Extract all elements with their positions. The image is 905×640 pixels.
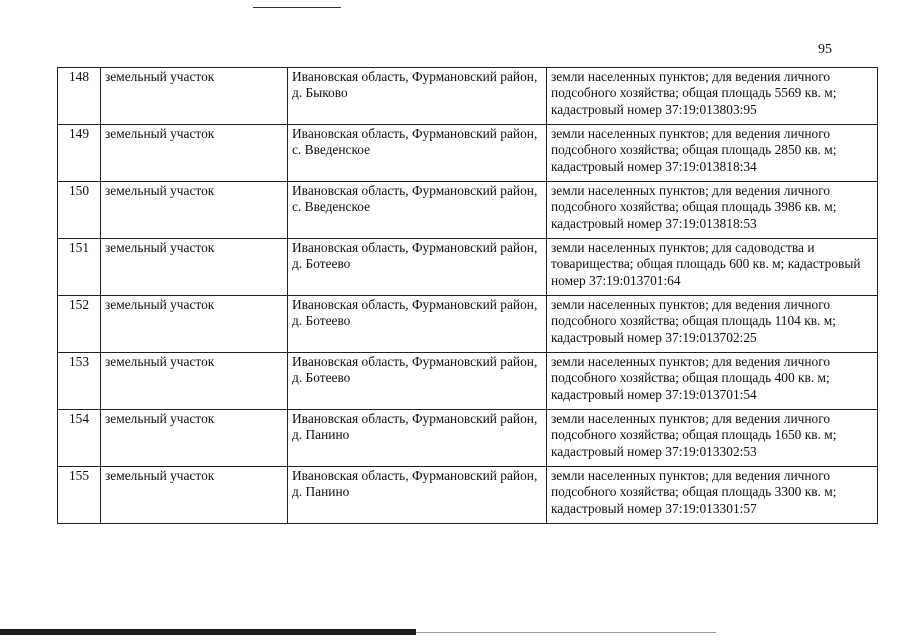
description-cell: земли населенных пунктов; для ведения личного подсобного хозяйства; общая площадь 3300 кв. м; кадастровый номер 37:19:013301:57 [547,467,878,524]
table-row [58,410,878,467]
row-number-cell: 149 [58,125,101,182]
description-cell: земли населенных пунктов; для ведения личного подсобного хозяйства; общая площадь 3986 кв. м; кадастровый номер 37:19:013818:53 [547,182,878,239]
description-cell: земли населенных пунктов; для ведения личного подсобного хозяйства; общая площадь 2850 кв. м; кадастровый номер 37:19:013818:34 [547,125,878,182]
table-row [58,296,878,353]
table-body [58,68,878,524]
table-row [58,68,878,125]
location-cell: Ивановская область, Фурмановский район, д. Быково [288,68,547,125]
description-cell: земли населенных пунктов; для ведения личного подсобного хозяйства; общая площадь 1650 кв. м; кадастровый номер 37:19:013302:53 [547,410,878,467]
object-type-cell: земельный участок [101,182,288,239]
location-cell: Ивановская область, Фурмановский район, с. Введенское [288,125,547,182]
object-type-cell: земельный участок [101,125,288,182]
location-cell: Ивановская область, Фурмановский район, с. Введенское [288,182,547,239]
location-cell: Ивановская область, Фурмановский район, д. Панино [288,467,547,524]
object-type-cell: земельный участок [101,296,288,353]
description-cell: земли населенных пунктов; для ведения личного подсобного хозяйства; общая площадь 5569 кв. м; кадастровый номер 37:19:013803:95 [547,68,878,125]
row-number-cell: 151 [58,239,101,296]
property-table [57,67,878,524]
object-type-cell: земельный участок [101,353,288,410]
description-cell: земли населенных пунктов; для ведения личного подсобного хозяйства; общая площадь 1104 кв. м; кадастровый номер 37:19:013702:25 [547,296,878,353]
location-cell: Ивановская область, Фурмановский район, д. Ботеево [288,296,547,353]
object-type-cell: земельный участок [101,410,288,467]
page-number: 95 [818,42,832,57]
object-type-cell: земельный участок [101,239,288,296]
table-row [58,239,878,296]
row-number-cell: 152 [58,296,101,353]
location-cell: Ивановская область, Фурмановский район, д. Панино [288,410,547,467]
location-cell: Ивановская область, Фурмановский район, д. Ботеево [288,353,547,410]
table-row [58,182,878,239]
location-cell: Ивановская область, Фурмановский район, д. Ботеево [288,239,547,296]
description-cell: земли населенных пунктов; для ведения личного подсобного хозяйства; общая площадь 400 кв. м; кадастровый номер 37:19:013701:54 [547,353,878,410]
object-type-cell: земельный участок [101,467,288,524]
row-number-cell: 153 [58,353,101,410]
row-number-cell: 148 [58,68,101,125]
scan-edge-band [0,629,416,635]
row-number-cell: 155 [58,467,101,524]
header-rule [253,7,341,8]
description-cell: земли населенных пунктов; для садоводства и товарищества; общая площадь 600 кв. м; кадастровый номер 37:19:013701:64 [547,239,878,296]
row-number-cell: 150 [58,182,101,239]
row-number-cell: 154 [58,410,101,467]
table-row [58,353,878,410]
scan-edge-line [416,632,716,633]
table-row [58,125,878,182]
object-type-cell: земельный участок [101,68,288,125]
table-row [58,467,878,524]
